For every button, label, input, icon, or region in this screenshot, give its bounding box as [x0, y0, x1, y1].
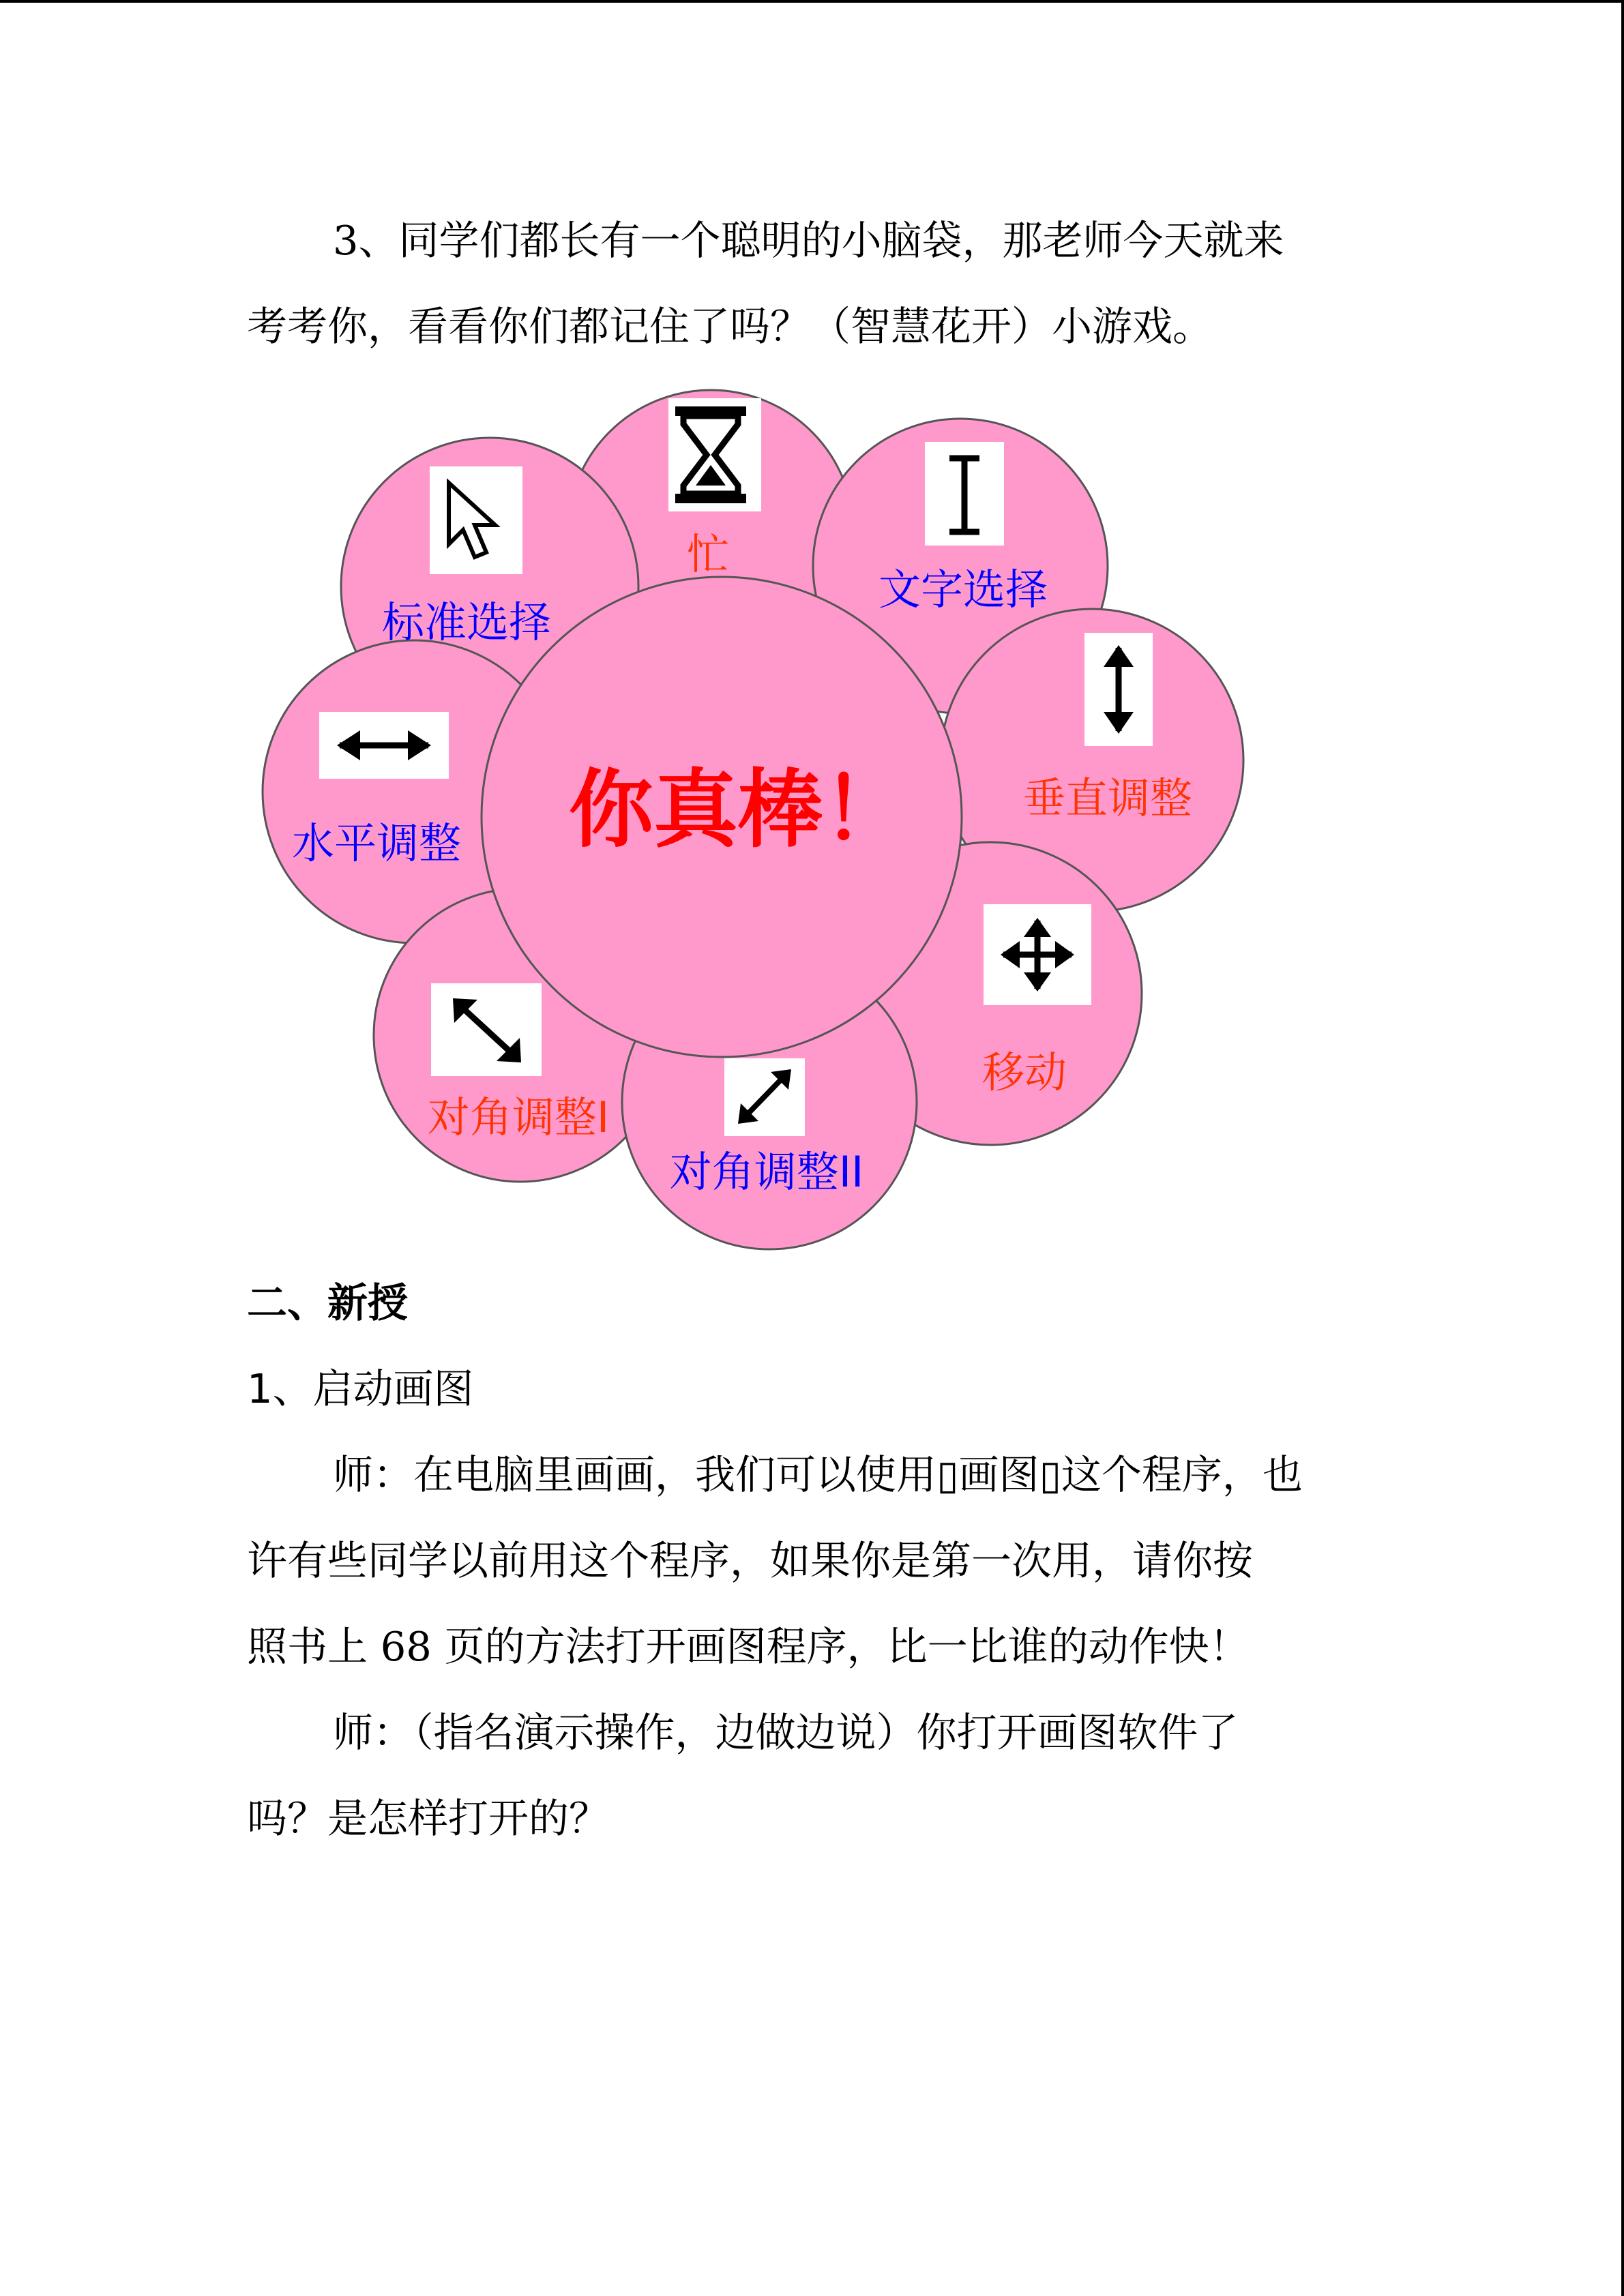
center-text: 你真棒！ [568, 760, 908, 859]
arrow-pointer-icon [430, 466, 522, 574]
petal-label-diagonal-resize-2: 对角调整II [669, 1147, 864, 1197]
para1-line-2: 许有些同学以前用这个程序，如果你是第一次用，请你按 [247, 1537, 1254, 1584]
section-heading: 二、新授 [247, 1279, 409, 1326]
petal-label-horizontal-resize: 水平调整 [291, 818, 462, 868]
vertical-resize-icon [1084, 633, 1153, 746]
para2-line-1: 师：（指名演示操作，边做边说）你打开画图软件了 [333, 1709, 1239, 1756]
petal-label-diagonal-resize-1: 对角调整I [427, 1092, 610, 1142]
petal-label-move: 移动 [981, 1047, 1067, 1097]
petal-label-vertical-resize: 垂直调整 [1022, 773, 1193, 823]
para2-line-2: 吗？是怎样打开的？ [247, 1795, 610, 1842]
horizontal-resize-icon [319, 712, 449, 779]
diagonal-resize-ne-sw-icon [724, 1058, 805, 1136]
intro-line-1: 3、同学们都长有一个聪明的小脑袋，那老师今天就来 [333, 217, 1284, 264]
diagonal-resize-nw-se-icon [431, 983, 542, 1076]
petal-label-text-select: 文字选择 [878, 565, 1048, 614]
move-icon [984, 904, 1091, 1005]
para1-line-1: 师：在电脑里画画，我们可以使用▯画图▯这个程序，也 [333, 1451, 1303, 1498]
intro-line-2: 考考你，看看你们都记住了吗？（智慧花开）小游戏。 [247, 303, 1213, 350]
hourglass-icon [668, 398, 761, 511]
petal-label-busy: 忙 [686, 529, 730, 579]
para1-line-3: 照书上 68 页的方法打开画图程序，比一比谁的动作快！ [247, 1623, 1250, 1670]
section-subheading: 1、启动画图 [247, 1365, 474, 1412]
petal-label-standard-select: 标准选择 [381, 597, 552, 647]
ibeam-icon [925, 442, 1004, 546]
